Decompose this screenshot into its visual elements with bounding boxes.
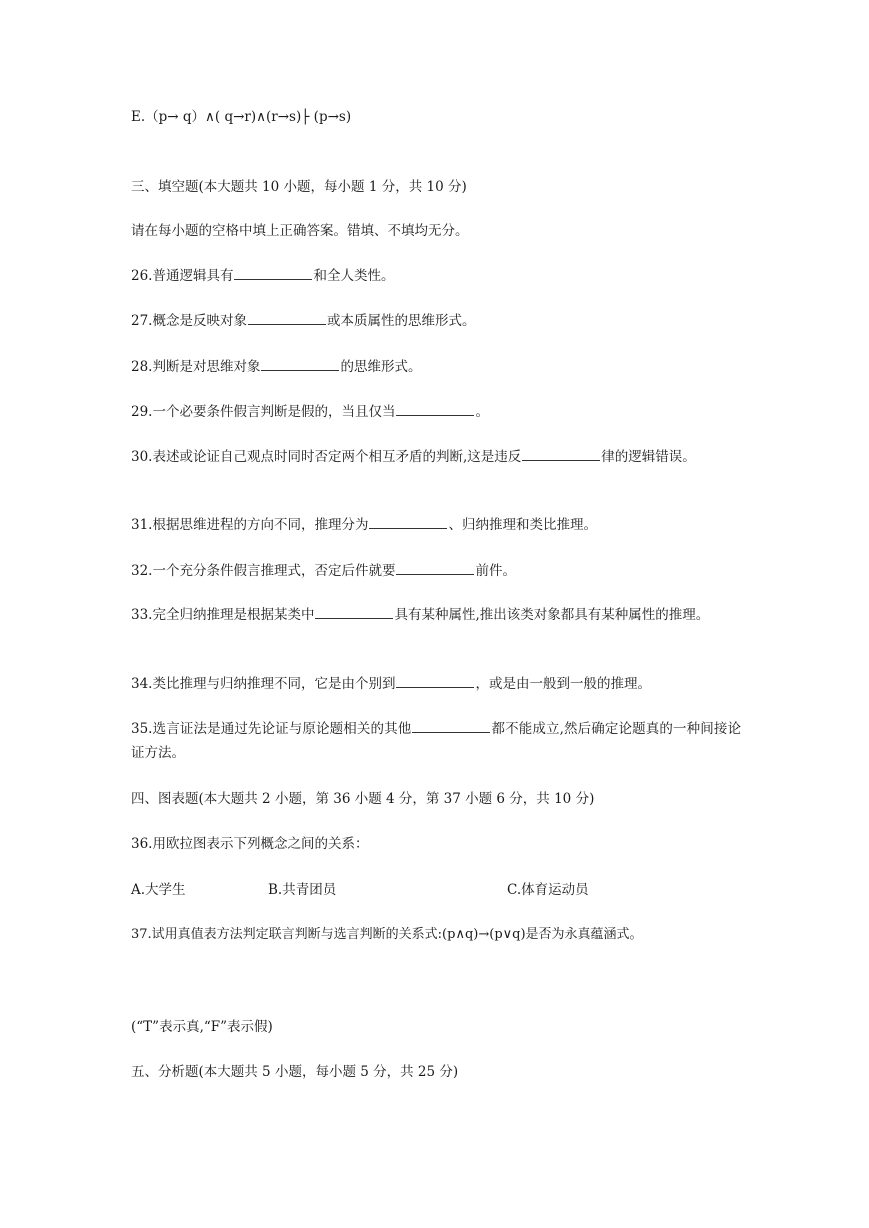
question-text: 30.表述或论证自己观点时同时否定两个相互矛盾的判断,这是违反 bbox=[131, 449, 522, 465]
answer-blank[interactable] bbox=[248, 310, 326, 325]
question-36: 36.用欧拉图表示下列概念之间的关系： bbox=[131, 836, 369, 852]
question-31 bbox=[131, 514, 741, 536]
question-text: 前件。 bbox=[475, 563, 516, 579]
question-26 bbox=[131, 265, 741, 287]
question-34 bbox=[131, 673, 741, 695]
answer-blank[interactable] bbox=[315, 604, 393, 619]
answer-blank[interactable] bbox=[396, 673, 474, 688]
question-27 bbox=[131, 310, 741, 332]
question-text: 。 bbox=[475, 404, 489, 420]
answer-blank[interactable] bbox=[522, 446, 600, 461]
section3-title: 三、填空题(本大题共 10 小题，每小题 1 分，共 10 分) bbox=[131, 179, 467, 195]
option-b: B.共青团员 bbox=[268, 882, 337, 898]
question-28 bbox=[131, 356, 741, 378]
question-text: ，或是由一般到一般的推理。 bbox=[475, 676, 651, 692]
question-text: 具有某种属性,推出该类对象都具有某种属性的推理。 bbox=[394, 607, 710, 623]
question-text: 32.一个充分条件假言推理式，否定后件就要 bbox=[131, 563, 396, 579]
question-text: 31.根据思维进程的方向不同，推理分为 bbox=[131, 517, 369, 533]
question-30 bbox=[131, 445, 741, 469]
question-text: 或本质属性的思维形式。 bbox=[326, 313, 476, 329]
question-text: 都不能成立,然后确定论题真的一种间接论证方法。 bbox=[131, 721, 741, 761]
option-a: A.大学生 bbox=[131, 882, 186, 898]
question-text: 29.一个必要条件假言判断是假的，当且仅当 bbox=[131, 404, 396, 420]
question-text: 34.类比推理与归纳推理不同，它是由个别到 bbox=[131, 676, 396, 692]
question-text: 、归纳推理和类比推理。 bbox=[448, 517, 597, 533]
question-32 bbox=[131, 560, 741, 582]
section5-title: 五、分析题(本大题共 5 小题，每小题 5 分，共 25 分) bbox=[131, 1064, 459, 1080]
question-text: 的思维形式。 bbox=[340, 359, 422, 375]
question-text: 27.概念是反映对象 bbox=[131, 313, 247, 329]
question-text: 和全人类性。 bbox=[313, 268, 395, 284]
answer-blank[interactable] bbox=[234, 265, 312, 280]
question-37-note: (“T”表示真,“F”表示假) bbox=[131, 1019, 273, 1035]
question-text: 35.选言证法是通过先论证与原论题相关的其他 bbox=[131, 721, 412, 737]
question-33 bbox=[131, 603, 741, 627]
answer-blank[interactable] bbox=[261, 356, 339, 371]
section3-instructions: 请在每小题的空格中填上正确答案。错填、不填均无分。 bbox=[131, 223, 469, 239]
option-e: E.（p→ q）∧( q→r)∧(r→s)├ (p→s) bbox=[131, 109, 352, 125]
question-text: 28.判断是对思维对象 bbox=[131, 359, 261, 375]
question-35 bbox=[131, 717, 741, 765]
question-text: 26.普通逻辑具有 bbox=[131, 268, 234, 284]
question-29 bbox=[131, 401, 741, 423]
answer-blank[interactable] bbox=[396, 560, 474, 575]
section4-title: 四、图表题(本大题共 2 小题，第 36 小题 4 分，第 37 小题 6 分，共 10 分) bbox=[131, 791, 595, 807]
question-text: 33.完全归纳推理是根据某类中 bbox=[131, 607, 315, 623]
question-text: 律的逻辑错误。 bbox=[601, 449, 696, 465]
answer-blank[interactable] bbox=[369, 514, 447, 529]
answer-blank[interactable] bbox=[396, 401, 474, 416]
option-c: C.体育运动员 bbox=[507, 882, 589, 898]
answer-blank[interactable] bbox=[412, 718, 490, 733]
question-37: 37.试用真值表方法判定联言判断与选言判断的关系式:(p∧q)→(p∨q)是否为永真蕴涵式。 bbox=[131, 927, 643, 942]
